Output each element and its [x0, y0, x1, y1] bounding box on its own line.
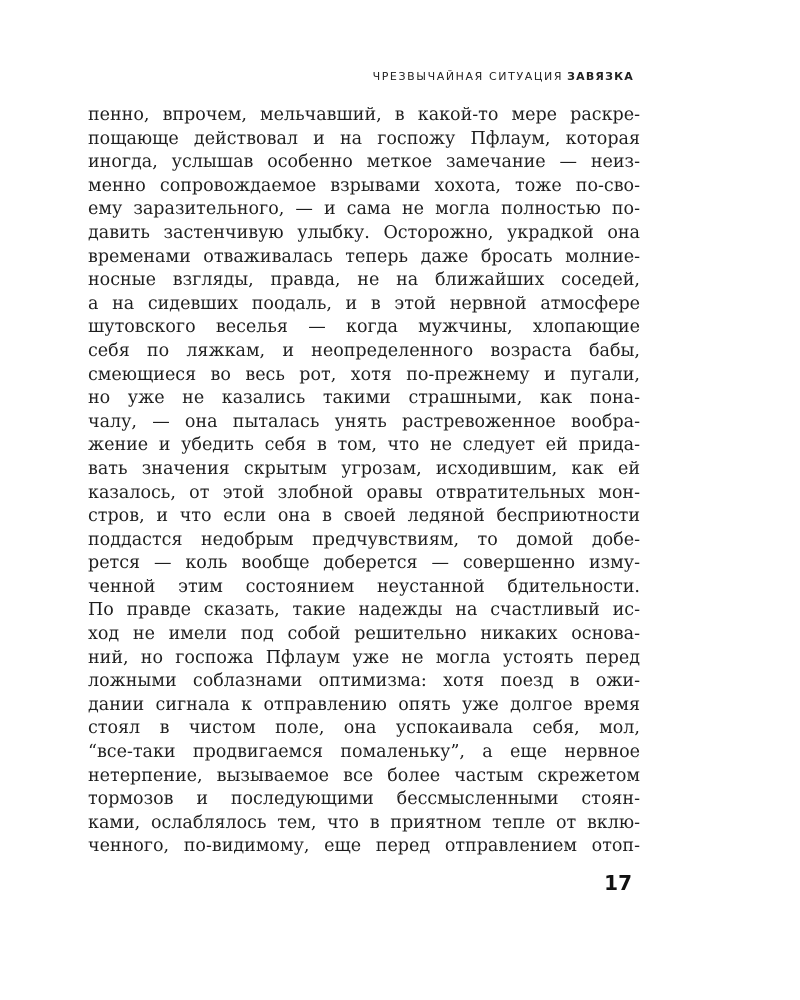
text-line: временами отваживалась теперь даже бросать молние-	[88, 246, 640, 267]
text-line: носные взгляды, правда, не на ближайших соседей,	[88, 270, 640, 291]
text-line: менно сопровождаемое взрывами хохота, тоже по-сво-	[88, 175, 640, 196]
text-line: ему заразительного, — и сама не могла полностью по-	[88, 199, 640, 220]
text-line: шутовского веселья — когда мужчины, хлопающие	[88, 317, 640, 338]
text-line: стоял в чистом поле, она успокаивала себя, мол,	[88, 718, 640, 739]
text-line: ложными соблазнами оптимизма: хотя поезд в ожи-	[88, 671, 640, 692]
text-line: казалось, от этой злобной оравы отвратительных мон-	[88, 482, 640, 503]
text-line: а на сидевших поодаль, и в этой нервной атмосфере	[88, 293, 640, 314]
body-text	[88, 104, 640, 859]
page-number: 17	[604, 871, 632, 895]
section-title: ЗАВЯЗКА	[567, 70, 634, 83]
text-line: вать значения скрытым угрозам, исходившим, как ей	[88, 458, 640, 479]
text-line: давить застенчивую улыбку. Осторожно, украдкой она	[88, 222, 640, 243]
text-line: поддастся недобрым предчувствиям, то домой добе-	[88, 529, 640, 550]
text-line: пощающе действовал и на госпожу Пфлаум, которая	[88, 128, 640, 149]
text-line: По правде сказать, такие надежды на счастливый ис-	[88, 600, 640, 621]
text-line: ченного, по-видимому, еще перед отправлением отоп-	[88, 836, 640, 857]
text-line: но уже не казались такими страшными, как пона-	[88, 388, 640, 409]
text-line: ход не имели под собой решительно никаких основа-	[88, 624, 640, 645]
text-line: дании сигнала к отправлению опять уже долгое время	[88, 694, 640, 715]
text-line: ний, но госпожа Пфлаум уже не могла устоять перед	[88, 647, 640, 668]
text-line: жение и убедить себя в том, что не следует ей прида-	[88, 435, 640, 456]
text-line: рется — коль вообще доберется — совершенно изму-	[88, 553, 640, 574]
book-title: ЧРЕЗВЫЧАЙНАЯ СИТУАЦИЯ	[372, 70, 564, 83]
text-line: чалу, — она пыталась унять растревоженное вообра-	[88, 411, 640, 432]
text-line: иногда, услышав особенно меткое замечание — неиз-	[88, 152, 640, 173]
running-header	[373, 70, 634, 83]
text-line: себя по ляжкам, и неопределенного возраста бабы,	[88, 340, 640, 361]
text-line: пенно, впрочем, мельчавший, в какой-то мере раскре-	[88, 105, 640, 125]
text-line: тормозов и последующими бессмысленными стоян-	[88, 789, 640, 810]
text-line: “все-таки продвигаемся помаленьку”, а еще нервное	[88, 742, 640, 763]
text-line: ками, ослаблялось тем, что в приятном тепле от вклю-	[88, 812, 640, 833]
text-line: нетерпение, вызываемое все более частым скрежетом	[88, 765, 640, 786]
text-line: ченной этим состоянием неустанной бдительности.	[88, 576, 640, 597]
text-line: смеющиеся во весь рот, хотя по-прежнему и пугали,	[88, 364, 640, 385]
text-line: стров, и что если она в своей ледяной бесприютности	[88, 506, 640, 527]
